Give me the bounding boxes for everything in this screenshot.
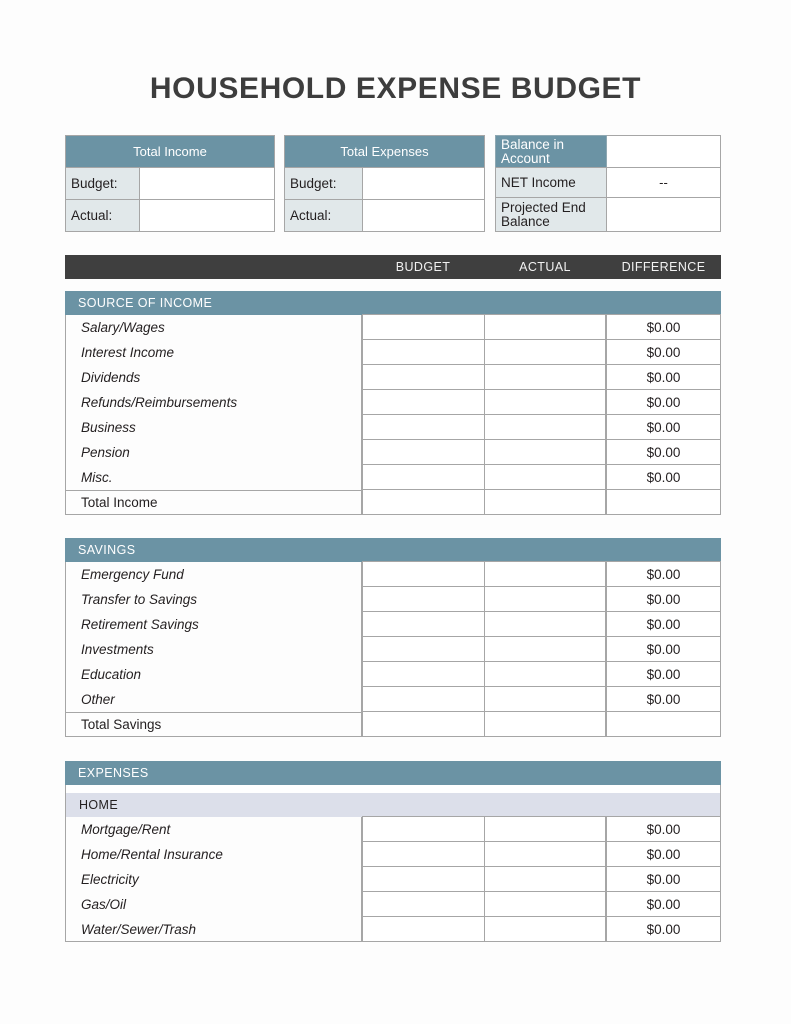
- section-source-of-income: [65, 291, 721, 515]
- row-total-label: Total Income: [65, 490, 362, 515]
- row-budget-input[interactable]: [362, 891, 484, 917]
- row-budget-input[interactable]: [362, 364, 484, 390]
- table-row: [65, 465, 721, 490]
- row-budget-input[interactable]: [362, 586, 484, 612]
- row-budget-input[interactable]: [362, 636, 484, 662]
- table-row: [65, 315, 721, 340]
- table-row: [65, 415, 721, 440]
- row-difference-value: $0.00: [606, 314, 721, 340]
- row-actual-input[interactable]: [484, 339, 606, 365]
- row-label: Salary/Wages: [65, 315, 362, 340]
- row-budget-input[interactable]: [362, 389, 484, 415]
- row-label: Transfer to Savings: [65, 587, 362, 612]
- total-income-actual-label: Actual:: [66, 200, 140, 231]
- table-row: [65, 612, 721, 637]
- row-difference-value: $0.00: [606, 439, 721, 465]
- net-income-label: NET Income: [495, 167, 607, 198]
- summary-boxes: [65, 135, 721, 232]
- table-row: [65, 842, 721, 867]
- total-income-budget-label: Budget:: [66, 168, 140, 199]
- row-actual-input[interactable]: [484, 414, 606, 440]
- balance-in-account-label: Balance in Account: [495, 135, 607, 168]
- section-band-title: SOURCE OF INCOME: [65, 291, 721, 315]
- section-expenses: [65, 761, 721, 942]
- row-actual-input[interactable]: [484, 561, 606, 587]
- row-budget-input[interactable]: [362, 314, 484, 340]
- row-difference-value: $0.00: [606, 816, 721, 842]
- column-header-actual: ACTUAL: [519, 260, 571, 274]
- row-difference-value: $0.00: [606, 561, 721, 587]
- row-actual-input[interactable]: [484, 314, 606, 340]
- table-row-total: [65, 490, 721, 515]
- table-row: [65, 562, 721, 587]
- balance-box: [495, 135, 721, 232]
- row-label: Investments: [65, 637, 362, 662]
- table-row: [65, 440, 721, 465]
- row-difference-value: $0.00: [606, 389, 721, 415]
- row-actual-input[interactable]: [484, 711, 606, 737]
- table-row: [65, 365, 721, 390]
- net-income-row: [495, 167, 721, 198]
- net-income-value: --: [607, 167, 721, 198]
- section-band-title: EXPENSES: [65, 761, 721, 785]
- row-difference-value: $0.00: [606, 364, 721, 390]
- row-budget-input[interactable]: [362, 439, 484, 465]
- row-difference-value: $0.00: [606, 841, 721, 867]
- row-difference-value: $0.00: [606, 464, 721, 490]
- row-label: Mortgage/Rent: [65, 817, 362, 842]
- row-difference-value: $0.00: [606, 586, 721, 612]
- row-actual-input[interactable]: [484, 841, 606, 867]
- table-row: [65, 687, 721, 712]
- row-difference-value: $0.00: [606, 339, 721, 365]
- section-rows: [65, 562, 721, 737]
- row-budget-input[interactable]: [362, 711, 484, 737]
- row-label: Misc.: [65, 465, 362, 490]
- row-actual-input[interactable]: [484, 866, 606, 892]
- section-band-gap: [65, 785, 721, 793]
- row-actual-input[interactable]: [484, 891, 606, 917]
- row-budget-input[interactable]: [362, 414, 484, 440]
- balance-in-account-value[interactable]: [607, 135, 721, 168]
- row-budget-input[interactable]: [362, 866, 484, 892]
- table-row: [65, 867, 721, 892]
- row-difference-value: [606, 711, 721, 737]
- section-savings: [65, 538, 721, 737]
- row-label: Other: [65, 687, 362, 712]
- table-row: [65, 917, 721, 942]
- row-label: Home/Rental Insurance: [65, 842, 362, 867]
- total-expenses-budget-input[interactable]: [363, 168, 484, 199]
- total-income-actual-row: [66, 199, 274, 231]
- row-actual-input[interactable]: [484, 489, 606, 515]
- row-budget-input[interactable]: [362, 464, 484, 490]
- table-row-total: [65, 712, 721, 737]
- row-difference-value: $0.00: [606, 636, 721, 662]
- row-actual-input[interactable]: [484, 439, 606, 465]
- row-difference-value: $0.00: [606, 916, 721, 942]
- row-difference-value: $0.00: [606, 611, 721, 637]
- total-expenses-budget-label: Budget:: [285, 168, 363, 199]
- total-expenses-actual-input[interactable]: [363, 200, 484, 231]
- row-actual-input[interactable]: [484, 464, 606, 490]
- table-row: [65, 817, 721, 842]
- balance-in-account-row: [495, 135, 721, 168]
- table-row: [65, 892, 721, 917]
- total-income-heading: Total Income: [66, 136, 274, 167]
- table-row: [65, 340, 721, 365]
- row-actual-input[interactable]: [484, 611, 606, 637]
- section-rows: [65, 315, 721, 515]
- section-subband-title: HOME: [65, 793, 721, 817]
- row-budget-input[interactable]: [362, 916, 484, 942]
- row-actual-input[interactable]: [484, 816, 606, 842]
- total-income-box: [65, 135, 275, 232]
- row-total-label: Total Savings: [65, 712, 362, 737]
- row-difference-value: $0.00: [606, 661, 721, 687]
- row-actual-input[interactable]: [484, 364, 606, 390]
- total-expenses-heading: Total Expenses: [285, 136, 484, 167]
- row-budget-input[interactable]: [362, 611, 484, 637]
- column-header-difference: DIFFERENCE: [621, 260, 706, 274]
- row-budget-input[interactable]: [362, 841, 484, 867]
- row-label: Pension: [65, 440, 362, 465]
- row-budget-input[interactable]: [362, 561, 484, 587]
- total-income-budget-input[interactable]: [140, 168, 274, 199]
- page-title: HOUSEHOLD EXPENSE BUDGET: [149, 72, 642, 105]
- row-difference-value: [606, 489, 721, 515]
- projected-end-balance-label: Projected End Balance: [495, 197, 607, 232]
- row-label: Refunds/Reimbursements: [65, 390, 362, 415]
- column-header-budget: BUDGET: [395, 260, 451, 274]
- row-actual-input[interactable]: [484, 636, 606, 662]
- table-row: [65, 662, 721, 687]
- row-actual-input[interactable]: [484, 389, 606, 415]
- row-label: Gas/Oil: [65, 892, 362, 917]
- row-budget-input[interactable]: [362, 339, 484, 365]
- row-difference-value: $0.00: [606, 686, 721, 712]
- row-label: Education: [65, 662, 362, 687]
- row-actual-input[interactable]: [484, 686, 606, 712]
- table-row: [65, 390, 721, 415]
- table-row: [65, 637, 721, 662]
- projected-end-balance-value[interactable]: [607, 197, 721, 232]
- total-income-budget-row: [66, 167, 274, 199]
- row-actual-input[interactable]: [484, 586, 606, 612]
- projected-end-balance-row: [495, 197, 721, 232]
- total-expenses-actual-row: [285, 199, 484, 231]
- total-expenses-budget-row: [285, 167, 484, 199]
- table-row: [65, 587, 721, 612]
- row-actual-input[interactable]: [484, 916, 606, 942]
- section-band-title: SAVINGS: [65, 538, 721, 562]
- row-label: Interest Income: [65, 340, 362, 365]
- row-actual-input[interactable]: [484, 661, 606, 687]
- total-expenses-box: [284, 135, 485, 232]
- section-rows: [65, 817, 721, 942]
- row-difference-value: $0.00: [606, 891, 721, 917]
- row-label: Retirement Savings: [65, 612, 362, 637]
- row-budget-input[interactable]: [362, 816, 484, 842]
- row-label: Dividends: [65, 365, 362, 390]
- row-label: Business: [65, 415, 362, 440]
- row-budget-input[interactable]: [362, 686, 484, 712]
- row-label: Water/Sewer/Trash: [65, 917, 362, 942]
- column-header-bar: [65, 255, 721, 279]
- row-difference-value: $0.00: [606, 414, 721, 440]
- row-budget-input[interactable]: [362, 489, 484, 515]
- total-expenses-actual-label: Actual:: [285, 200, 363, 231]
- row-difference-value: $0.00: [606, 866, 721, 892]
- total-income-actual-input[interactable]: [140, 200, 274, 231]
- row-label: Electricity: [65, 867, 362, 892]
- row-budget-input[interactable]: [362, 661, 484, 687]
- row-label: Emergency Fund: [65, 562, 362, 587]
